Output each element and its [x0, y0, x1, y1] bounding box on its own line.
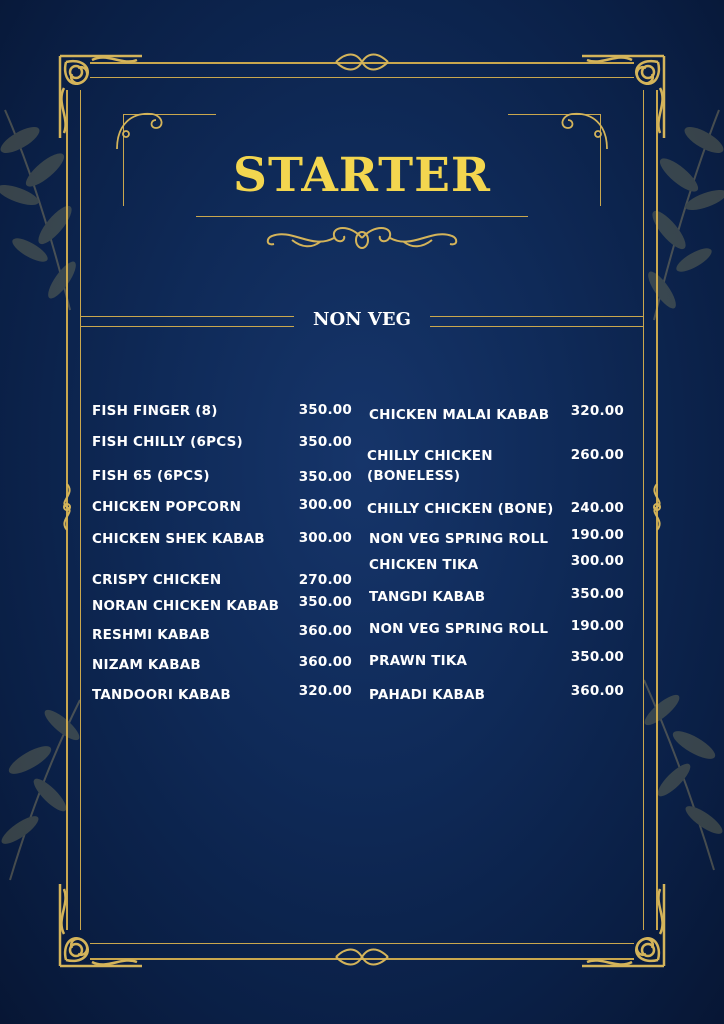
menu-item-name: NON VEG SPRING ROLL	[369, 621, 549, 637]
center-scroll-ornament-icon	[332, 945, 392, 969]
section-line-left-top	[80, 316, 294, 317]
page-title: STARTER	[233, 148, 491, 203]
section-line-right-top	[430, 316, 644, 317]
menu-item-name: PRAWN TIKA	[369, 653, 468, 669]
menu-item-name: FISH CHILLY (6PCS)	[92, 434, 243, 450]
menu-item-price: 350.00	[298, 469, 352, 485]
menu-item-name: RESHMI KABAB	[92, 627, 211, 643]
outer-frame-right-inner	[643, 90, 644, 930]
section-line-right-bottom	[430, 326, 644, 327]
menu-item-price: 300.00	[298, 497, 352, 513]
menu-item-price: 350.00	[570, 586, 624, 602]
flourish-corner-icon	[112, 104, 172, 154]
flourish-corner-icon	[552, 104, 612, 154]
menu-item-name: CRISPY CHICKEN	[92, 572, 222, 588]
leaf-branch-icon	[634, 670, 724, 880]
menu-item-price: 300.00	[570, 553, 624, 569]
menu-item-price: 350.00	[298, 402, 352, 418]
menu-item-price: 350.00	[298, 434, 352, 450]
outer-frame-left-inner	[80, 90, 81, 930]
menu-item-price: 350.00	[298, 594, 352, 610]
outer-frame-top-inner	[90, 77, 634, 78]
menu-item-price: 360.00	[298, 654, 352, 670]
menu-item-name: PAHADI KABAB	[369, 687, 486, 703]
menu-item-name: FISH 65 (6PCS)	[92, 468, 210, 484]
menu-item-name: NORAN CHICKEN KABAB	[92, 598, 280, 614]
ornate-corner-icon	[52, 874, 152, 974]
menu-item-name: TANGDI KABAB	[369, 589, 486, 605]
ornate-corner-icon	[572, 874, 672, 974]
menu-item-price: 190.00	[570, 618, 624, 634]
outer-frame-bottom-inner	[90, 943, 634, 944]
menu-item-price: 270.00	[298, 572, 352, 588]
menu-item-price: 260.00	[570, 447, 624, 463]
menu-item-name: CHICKEN POPCORN	[92, 499, 242, 515]
side-scroll-ornament-icon	[58, 482, 76, 532]
flourish-divider-icon	[262, 220, 462, 256]
menu-item-name: TANDOORI KABAB	[92, 687, 231, 703]
section-heading: NON VEG	[313, 309, 411, 330]
menu-item-price: 190.00	[570, 527, 624, 543]
menu-item-name: NIZAM KABAB	[92, 657, 201, 673]
menu-item-price: 320.00	[570, 403, 624, 419]
menu-item-price: 360.00	[298, 623, 352, 639]
menu-item-name: CHICKEN SHEK KABAB	[92, 531, 265, 547]
title-underline	[196, 216, 528, 217]
menu-item-name: CHICKEN TIKA	[369, 557, 479, 573]
side-scroll-ornament-icon	[648, 482, 666, 532]
menu-item-name: CHICKEN MALAI KABAB	[369, 407, 550, 423]
menu-item-price: 350.00	[570, 649, 624, 665]
menu-item-name: NON VEG SPRING ROLL	[369, 531, 549, 547]
menu-item-name: CHILLY CHICKEN (BONE)	[367, 501, 554, 517]
menu-item-price: 320.00	[298, 683, 352, 699]
menu-item-price: 240.00	[570, 500, 624, 516]
menu-item-name: CHILLY CHICKEN	[367, 448, 493, 464]
menu-item-name-continued: (BONELESS)	[367, 468, 461, 484]
menu-item-price: 360.00	[570, 683, 624, 699]
leaf-branch-icon	[0, 690, 90, 890]
menu-item-name: FISH FINGER (8)	[92, 403, 218, 419]
center-scroll-ornament-icon	[332, 50, 392, 74]
section-line-left-bottom	[80, 326, 294, 327]
menu-item-price: 300.00	[298, 530, 352, 546]
